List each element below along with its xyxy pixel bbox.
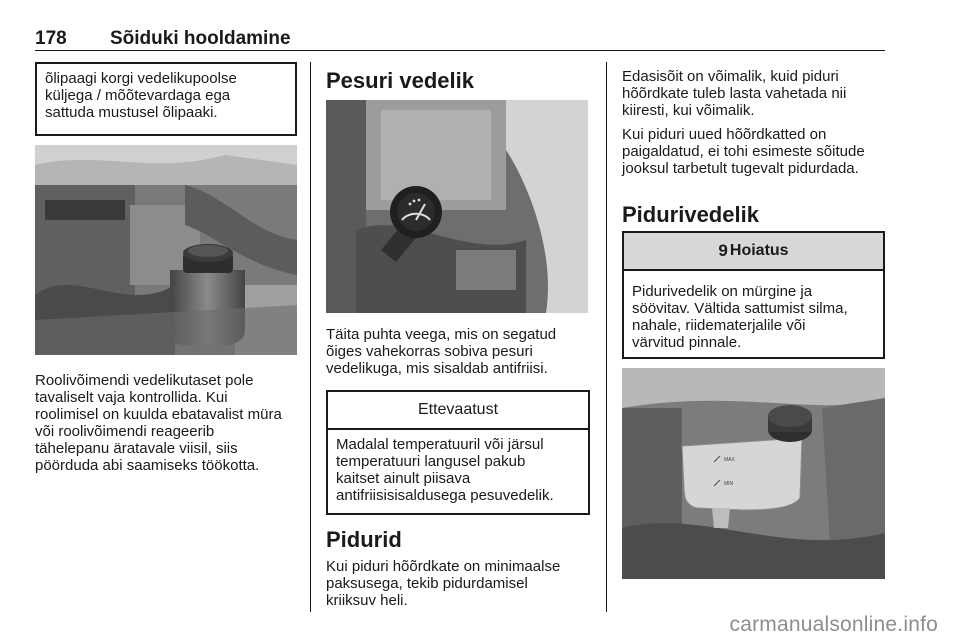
text-line: õiges vahekorras sobiva pesuri (326, 343, 533, 360)
caution-text (336, 436, 582, 504)
power-steering-paragraph (35, 372, 305, 474)
text-line: Kui piduri hõõrdkate on minimaalse (326, 558, 561, 575)
text-line: paigaldatud, ei tohi esimeste sõitude (622, 143, 865, 160)
column-divider-1 (310, 62, 311, 612)
brake-wear-paragraph (622, 68, 892, 119)
text-line: õlipaagi korgi vedelikupoolse (45, 70, 237, 87)
text-line: tavaliselt vaja kontrollida. Kui (35, 389, 228, 406)
warning-text (632, 283, 877, 351)
text-line: kriiksuv heli. (326, 592, 408, 609)
text-line: Kui piduri uued hõõrdkatted on (622, 126, 827, 143)
page-number: 178 (35, 28, 67, 49)
warning-title: Hoiatus (729, 242, 789, 259)
washer-fluid-heading: Pesuri vedelik (326, 68, 474, 93)
text-line: roolimisel on kuulda ebatavalist müra (35, 406, 282, 423)
text-line: värvitud pinnale. (632, 334, 742, 351)
washer-fluid-paragraph (326, 326, 596, 377)
text-line: temperatuuri langusel pakub (336, 453, 526, 470)
brakes-heading: Pidurid (326, 527, 402, 552)
warning-triangle-icon: 9 (718, 241, 728, 260)
continued-notice-box (35, 62, 297, 136)
brake-fluid-reservoir-photo (622, 368, 885, 579)
text-line: Edasisõit on võimalik, kuid piduri (622, 68, 839, 85)
brake-reservoir-illustration (622, 368, 885, 579)
text-line: Roolivõimendi vedelikutaset pole (35, 372, 254, 389)
text-line: söövitav. Vältida sattumist silma, (632, 300, 848, 317)
brake-fluid-heading: Pidurivedelik (622, 202, 759, 227)
brakes-paragraph (326, 558, 596, 609)
text-line: küljega / mõõtevardaga ega (45, 87, 231, 104)
text-line: või roolivõimendi reageerib (35, 423, 215, 440)
text-line: tähelepanu äratavale viisil, siis (35, 440, 238, 457)
text-line: kiiresti, kui võimalik. (622, 102, 755, 119)
text-line: nahale, riidematerjalile või (632, 317, 806, 334)
text-line: paksusega, tekib pidurdamisel (326, 575, 528, 592)
power-steering-reservoir-photo (35, 145, 297, 355)
warning-header (624, 233, 883, 271)
continued-notice-text (45, 70, 237, 121)
text-line: Madalal temperatuuril või järsul (336, 436, 544, 453)
watermark: carmanualsonline.info (729, 613, 938, 636)
header-rule (35, 50, 885, 51)
warning-box (622, 231, 885, 359)
washer-fluid-photo (326, 100, 588, 313)
text-line: sattuda mustusel õlipaaki. (45, 104, 218, 121)
caution-title: Ettevaatust (328, 392, 588, 430)
washer-reservoir-illustration (326, 100, 588, 313)
text-line: kaitset ainult piisava (336, 470, 471, 487)
text-line: pöörduda abi saamiseks töökotta. (35, 457, 260, 474)
new-pads-paragraph (622, 126, 892, 177)
max-label: MAX (724, 457, 735, 463)
text-line: antifriisisisaldusega pesuvedelik. (336, 487, 554, 504)
min-label: MIN (724, 481, 734, 487)
caution-box (326, 390, 590, 515)
text-line: jooksul tarbetult tugevalt pidurdada. (622, 160, 859, 177)
column-divider-2 (606, 62, 607, 612)
text-line: hõõrdkate tuleb lasta vahetada nii (622, 85, 847, 102)
text-line: Pidurivedelik on mürgine ja (632, 283, 813, 300)
text-line: Täita puhta veega, mis on segatud (326, 326, 557, 343)
chapter-title: Sõiduki hooldamine (110, 28, 291, 49)
text-line: vedelikuga, mis sisaldab antifriisi. (326, 360, 548, 377)
engine-bay-illustration (35, 145, 297, 355)
